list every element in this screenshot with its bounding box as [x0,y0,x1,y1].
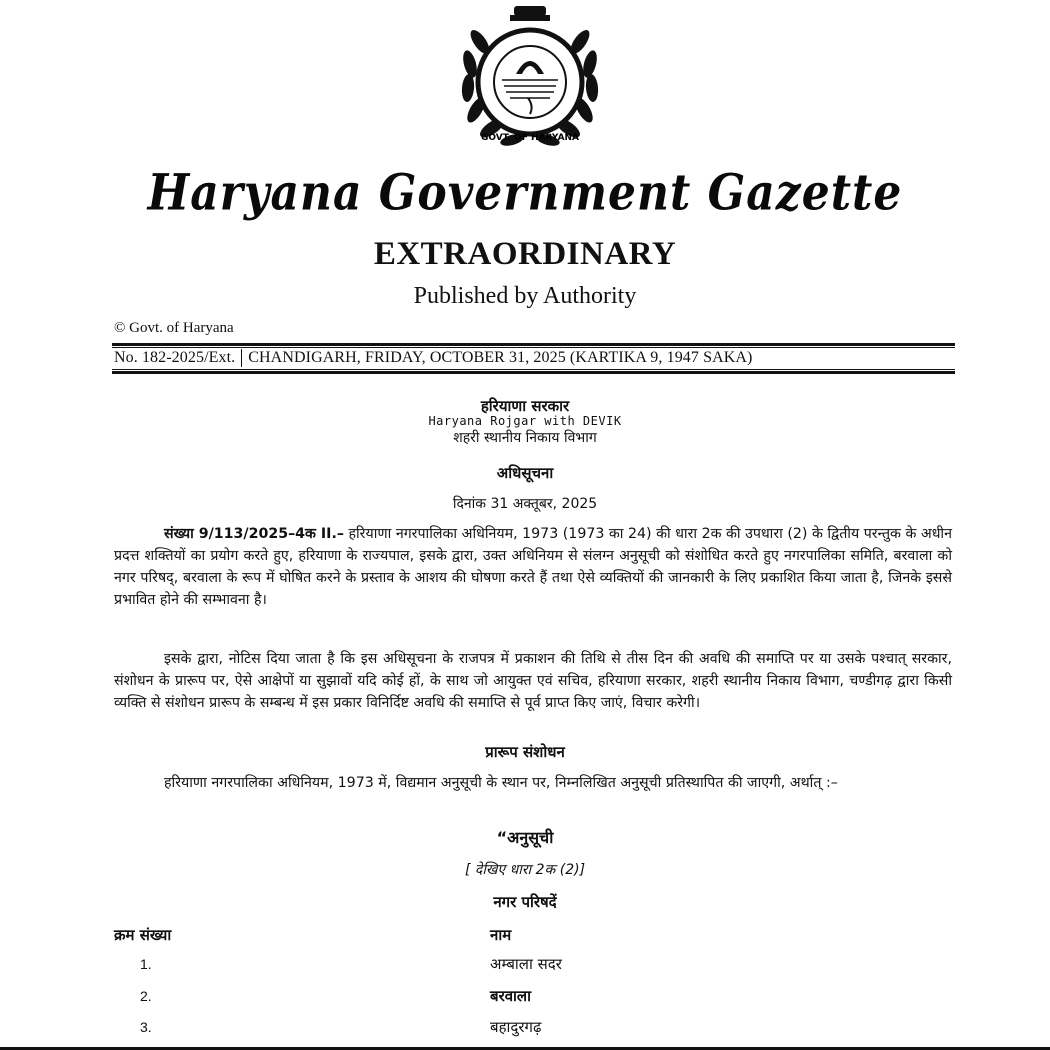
notification-paragraph-2 [114,648,952,714]
notification-heading: अधिसूचना [496,464,554,482]
table-row-serial: 3. [140,1019,152,1035]
gazette-title: Haryana Government Gazette [147,164,903,223]
emblem-icon [450,2,610,157]
copyright-notice: © Govt. of Haryana [114,320,234,336]
schedule-title: “अनुसूची [496,828,554,847]
draft-amendment-heading: प्रारूप संशोधन [485,743,565,761]
paragraph-3-text: हरियाणा नगरपालिका अधिनियम, 1973 में, विद्यमान अनुसूची के स्थान पर, निम्नलिखित अनुसूची प्रतिस्थापित की जाएगी, अर्थात् :– [164,775,838,791]
published-by-authority: Published by Authority [413,283,637,309]
double-rule-bottom [112,369,955,374]
issue-number: No. 182-2025/Ext. [114,349,242,367]
issue-line [114,349,753,367]
notification-date: दिनांक 31 अक्तूबर, 2025 [452,496,598,512]
column-header-serial-number: क्रम संख्या [114,926,172,944]
paragraph-2-text: इसके द्वारा, नोटिस दिया जाता है कि इस अधिसूचना के राजपत्र में प्रकाशन की तिथि से तीस दिन की अवधि की समाप्ति पर या उसके पश्चात् सरकार, संशोधन के प्रारूप पर, ऐसे आक्षेपों या सुझावों यदि कोई हों, के साथ जो आयुक्त एवं सचिव, हरियाणा सरकार, शहरी स्थानीय निकाय विभाग, चण्डीगढ़ द्वारा किसी व्यक्ति से संशोधन प्रारूप के सम्बन्ध में इस प्रकार विनिर्दिष्ट अवधि की समाप्ति से पूर्व प्राप्त किए जाएं, विचार करेगी। [114,651,952,711]
notification-reference-number: संख्या 9/113/2025–4क II.– [164,526,344,542]
watermark-text: Haryana Rojgar with DEVIK [428,414,622,428]
haryana-emblem [450,2,610,157]
column-header-name: नाम [490,926,512,944]
issue-place-date: CHANDIGARH, FRIDAY, OCTOBER 31, 2025 (KARTIKA 9, 1947 SAKA) [248,349,753,366]
table-row-serial: 2. [140,988,152,1004]
table-row-serial: 1. [140,956,152,972]
notification-paragraph-3 [114,772,952,794]
schedule-category: नगर परिषदें [493,893,557,911]
notification-paragraph-1 [114,523,952,611]
table-row-name: अम्बाला सदर [490,955,562,973]
schedule-reference: [ देखिए धारा 2क (2)] [464,862,586,878]
gazette-subtitle: EXTRAORDINARY [373,236,677,272]
svg-text:GOVT. OF HARYANA: GOVT. OF HARYANA [480,133,580,143]
paragraph-1-text: हरियाणा नगरपालिका अधिनियम, 1973 (1973 का 24) की धारा 2क की उपधारा (2) के द्वितीय परन्तुक के अधीन प्रदत्त शक्तियों का प्रयोग करते हुए, हरियाणा के राज्यपाल, इसके द्वारा, उक्त अधिनियम से संलग्न अनुसूची को संशोधित करते हुए नगरपालिका समिति, बरवाला को नगर परिषद्, बरवाला के रूप में घोषित करने के प्रस्ताव के आशय की घोषणा करते हैं तथा ऐसे व्यक्तियों की जानकारी के लिए प्रकाशित किया जाता है, जिनके इससे प्रभावित होने की सम्भावना है। [114,526,952,608]
table-row-name-highlighted: बरवाला [490,987,531,1005]
table-row-name: बहादुरगढ़ [490,1018,542,1036]
double-rule-top [112,343,955,348]
department-name: शहरी स्थानीय निकाय विभाग [453,430,597,446]
government-name-hindi: हरियाणा सरकार [480,397,570,415]
